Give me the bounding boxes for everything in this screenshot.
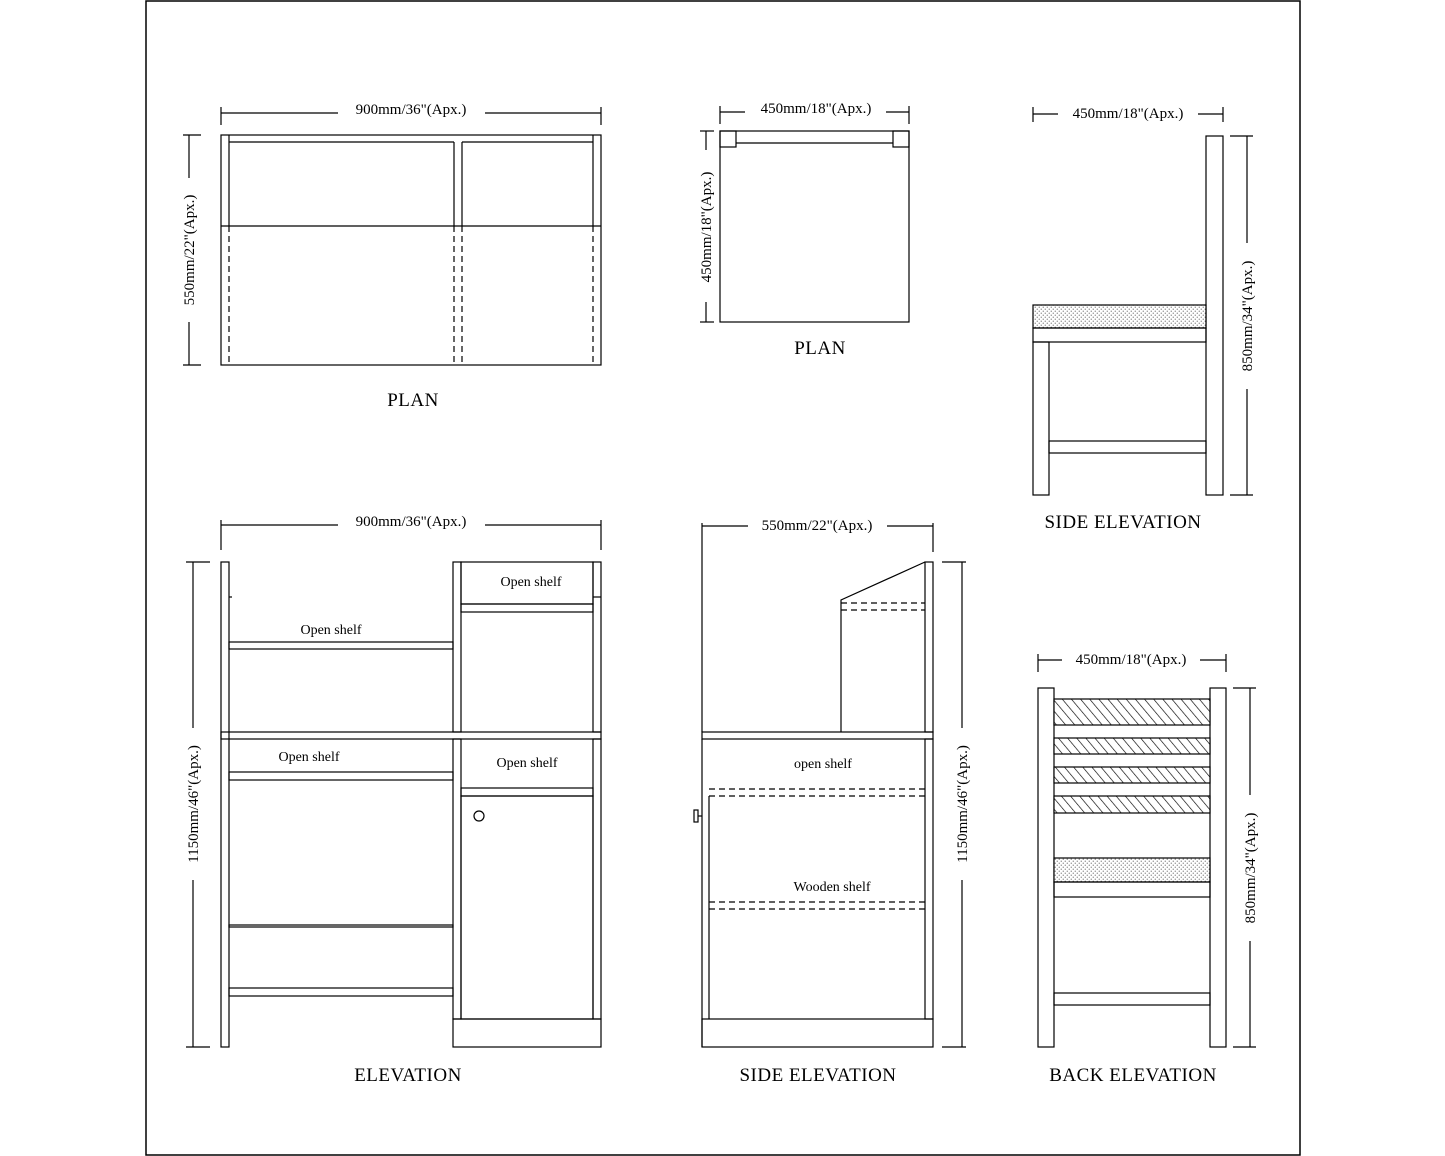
stool-plan-depth-dim: 450mm/18"(Apx.)	[699, 171, 715, 283]
stool-back-height-dim: 850mm/34"(Apx.)	[1243, 812, 1259, 924]
stool-back-elevation-view	[1038, 654, 1256, 1047]
desk-elevation-label-3: Open shelf	[278, 750, 340, 765]
stool-back-width-dim: 450mm/18"(Apx.)	[1075, 652, 1187, 668]
desk-elevation-label-1: Open shelf	[500, 575, 562, 590]
desk-side-width-dim: 550mm/22"(Apx.)	[761, 518, 873, 534]
desk-elevation-view	[186, 520, 601, 1047]
stool-side-width-dim: 450mm/18"(Apx.)	[1072, 106, 1184, 122]
desk-side-label-2: Wooden shelf	[793, 880, 871, 895]
desk-side-elevation-view	[694, 523, 966, 1047]
sheet-border	[146, 1, 1300, 1155]
stool-side-title: SIDE ELEVATION	[1044, 512, 1202, 533]
desk-side-height-dim: 1150mm/46"(Apx.)	[955, 745, 971, 863]
desk-plan-depth-dim: 550mm/22"(Apx.)	[182, 194, 198, 306]
desk-side-label-1: open shelf	[794, 757, 852, 772]
stool-plan-view	[700, 106, 909, 322]
desk-elevation-label-4: Open shelf	[496, 756, 558, 771]
stool-side-height-dim: 850mm/34"(Apx.)	[1240, 260, 1256, 372]
desk-elevation-label-2: Open shelf	[300, 623, 362, 638]
desk-elevation-height-dim: 1150mm/46"(Apx.)	[186, 745, 202, 863]
stool-plan-title: PLAN	[794, 338, 846, 359]
desk-side-title: SIDE ELEVATION	[739, 1065, 897, 1086]
desk-plan-title: PLAN	[387, 390, 439, 411]
desk-elevation-width-dim: 900mm/36"(Apx.)	[355, 514, 467, 530]
desk-elevation-title: ELEVATION	[354, 1065, 462, 1086]
stool-back-title: BACK ELEVATION	[1049, 1065, 1217, 1086]
desk-plan-width-dim: 900mm/36"(Apx.)	[355, 102, 467, 118]
stool-plan-width-dim: 450mm/18"(Apx.)	[760, 101, 872, 117]
desk-plan-view	[183, 107, 601, 365]
stool-side-elevation-view	[1033, 107, 1253, 495]
